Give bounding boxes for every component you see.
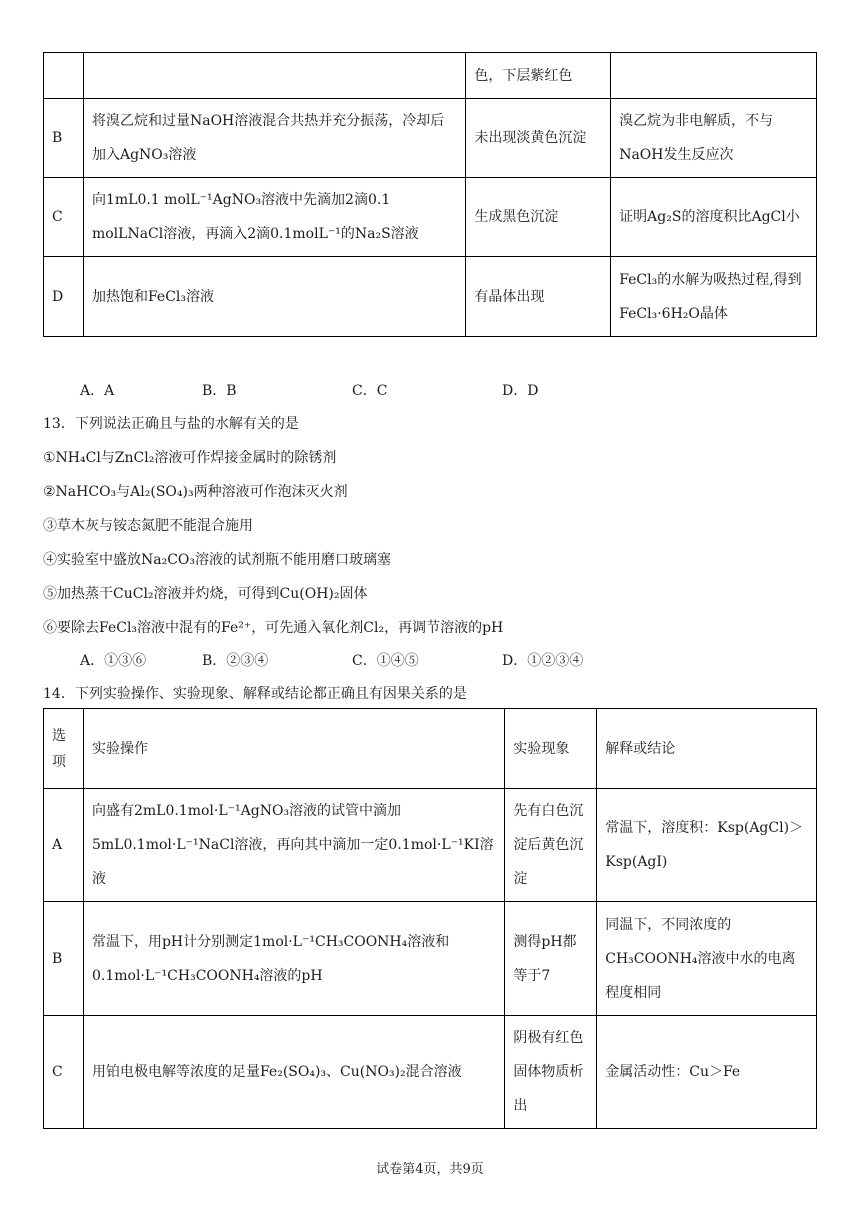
table-row [44, 53, 817, 99]
q14-stem: 14．下列实验操作、实验现象、解释或结论都正确且有因果关系的是 [43, 686, 467, 702]
option-cell: D [44, 257, 84, 337]
phenomenon-cell: 测得pH都等于7 [505, 902, 597, 1016]
table-row [44, 257, 817, 337]
q13-item-4: ④实验室中盛放Na₂CO₃溶液的试剂瓶不能用磨口玻璃塞 [43, 552, 392, 568]
option-b[interactable]: B．②③④ [202, 653, 269, 669]
option-d[interactable]: D．①②③④ [502, 653, 584, 669]
conclusion-cell: FeCl₃的水解为吸热过程,得到FeCl₃·6H₂O晶体 [611, 257, 817, 337]
header-conclusion: 解释或结论 [597, 709, 817, 789]
option-c[interactable]: C．①④⑤ [352, 653, 419, 669]
option-cell [44, 53, 84, 99]
q13-stem: 13．下列说法正确且与盐的水解有关的是 [43, 416, 299, 432]
q13-item-1: ①NH₄Cl与ZnCl₂溶液可作焊接金属时的除锈剂 [43, 450, 337, 466]
q12-options [80, 380, 538, 400]
operation-cell: 向盛有2mL0.1mol·L⁻¹AgNO₃溶液的试管中滴加5mL0.1mol·L⁻¹NaCl溶液，再向其中滴加一定0.1mol·L⁻¹KI溶液 [83, 789, 504, 902]
phenomenon-cell: 生成黑色沉淀 [466, 178, 611, 257]
option-c[interactable]: C．C [352, 383, 388, 399]
table-row [44, 789, 817, 902]
page-footer: 试卷第4页，共9页 [376, 1162, 484, 1177]
operation-cell: 用铂电极电解等浓度的足量Fe₂(SO₄)₃、Cu(NO₃)₂混合溶液 [83, 1016, 504, 1129]
q13-item-3: ③草木灰与铵态氮肥不能混合施用 [43, 518, 253, 534]
table-row [44, 178, 817, 257]
phenomenon-cell: 先有白色沉淀后黄色沉淀 [505, 789, 597, 902]
phenomenon-cell: 色，下层紫红色 [466, 53, 611, 99]
option-cell: A [44, 789, 84, 902]
option-a[interactable]: A．A [80, 383, 115, 399]
conclusion-cell: 同温下，不同浓度的CH₃COONH₄溶液中水的电离程度相同 [597, 902, 817, 1016]
option-a[interactable]: A．①③⑥ [80, 653, 147, 669]
conclusion-cell: 溴乙烷为非电解质，不与NaOH发生反应次 [611, 99, 817, 178]
q13-item-2: ②NaHCO₃与Al₂(SO₄)₃两种溶液可作泡沫灭火剂 [43, 484, 348, 500]
option-b[interactable]: B．B [202, 383, 237, 399]
table-row [44, 1016, 817, 1129]
conclusion-cell [611, 53, 817, 99]
operation-cell: 向1mL0.1 molL⁻¹AgNO₃溶液中先滴加2滴0.1 molLNaCl溶液，再滴入2滴0.1molL⁻¹的Na₂S溶液 [83, 178, 465, 257]
q13-item-5: ⑤加热蒸干CuCl₂溶液并灼烧，可得到Cu(OH)₂固体 [43, 586, 368, 602]
conclusion-cell: 金属活动性：Cu＞Fe [597, 1016, 817, 1129]
operation-cell [83, 53, 465, 99]
conclusion-cell: 证明Ag₂S的溶度积比AgCl小 [611, 178, 817, 257]
table-row [44, 902, 817, 1016]
phenomenon-cell: 未出现淡黄色沉淀 [466, 99, 611, 178]
header-operation: 实验操作 [83, 709, 504, 789]
q13-item-6: ⑥要除去FeCl₃溶液中混有的Fe²⁺，可先通入氧化剂Cl₂，再调节溶液的pH [43, 620, 504, 636]
table-row [44, 99, 817, 178]
option-cell: B [44, 99, 84, 178]
table-header-row [44, 709, 817, 789]
q14-table [43, 708, 817, 1129]
phenomenon-cell: 有晶体出现 [466, 257, 611, 337]
conclusion-cell: 常温下，溶度积：Ksp(AgCl)＞Ksp(AgI) [597, 789, 817, 902]
option-cell: B [44, 902, 84, 1016]
q13-options [80, 650, 583, 670]
operation-cell: 加热饱和FeCl₃溶液 [83, 257, 465, 337]
option-d[interactable]: D．D [502, 383, 539, 399]
option-cell: C [44, 1016, 84, 1129]
header-option: 选项 [44, 709, 84, 789]
operation-cell: 将溴乙烷和过量NaOH溶液混合共热并充分振荡，冷却后加入AgNO₃溶液 [83, 99, 465, 178]
header-phenomenon: 实验现象 [505, 709, 597, 789]
operation-cell: 常温下，用pH计分别测定1mol·L⁻¹CH₃COONH₄溶液和0.1mol·L⁻¹CH₃COONH₄溶液的pH [83, 902, 504, 1016]
q12-table [43, 52, 817, 337]
option-cell: C [44, 178, 84, 257]
phenomenon-cell: 阴极有红色固体物质析出 [505, 1016, 597, 1129]
